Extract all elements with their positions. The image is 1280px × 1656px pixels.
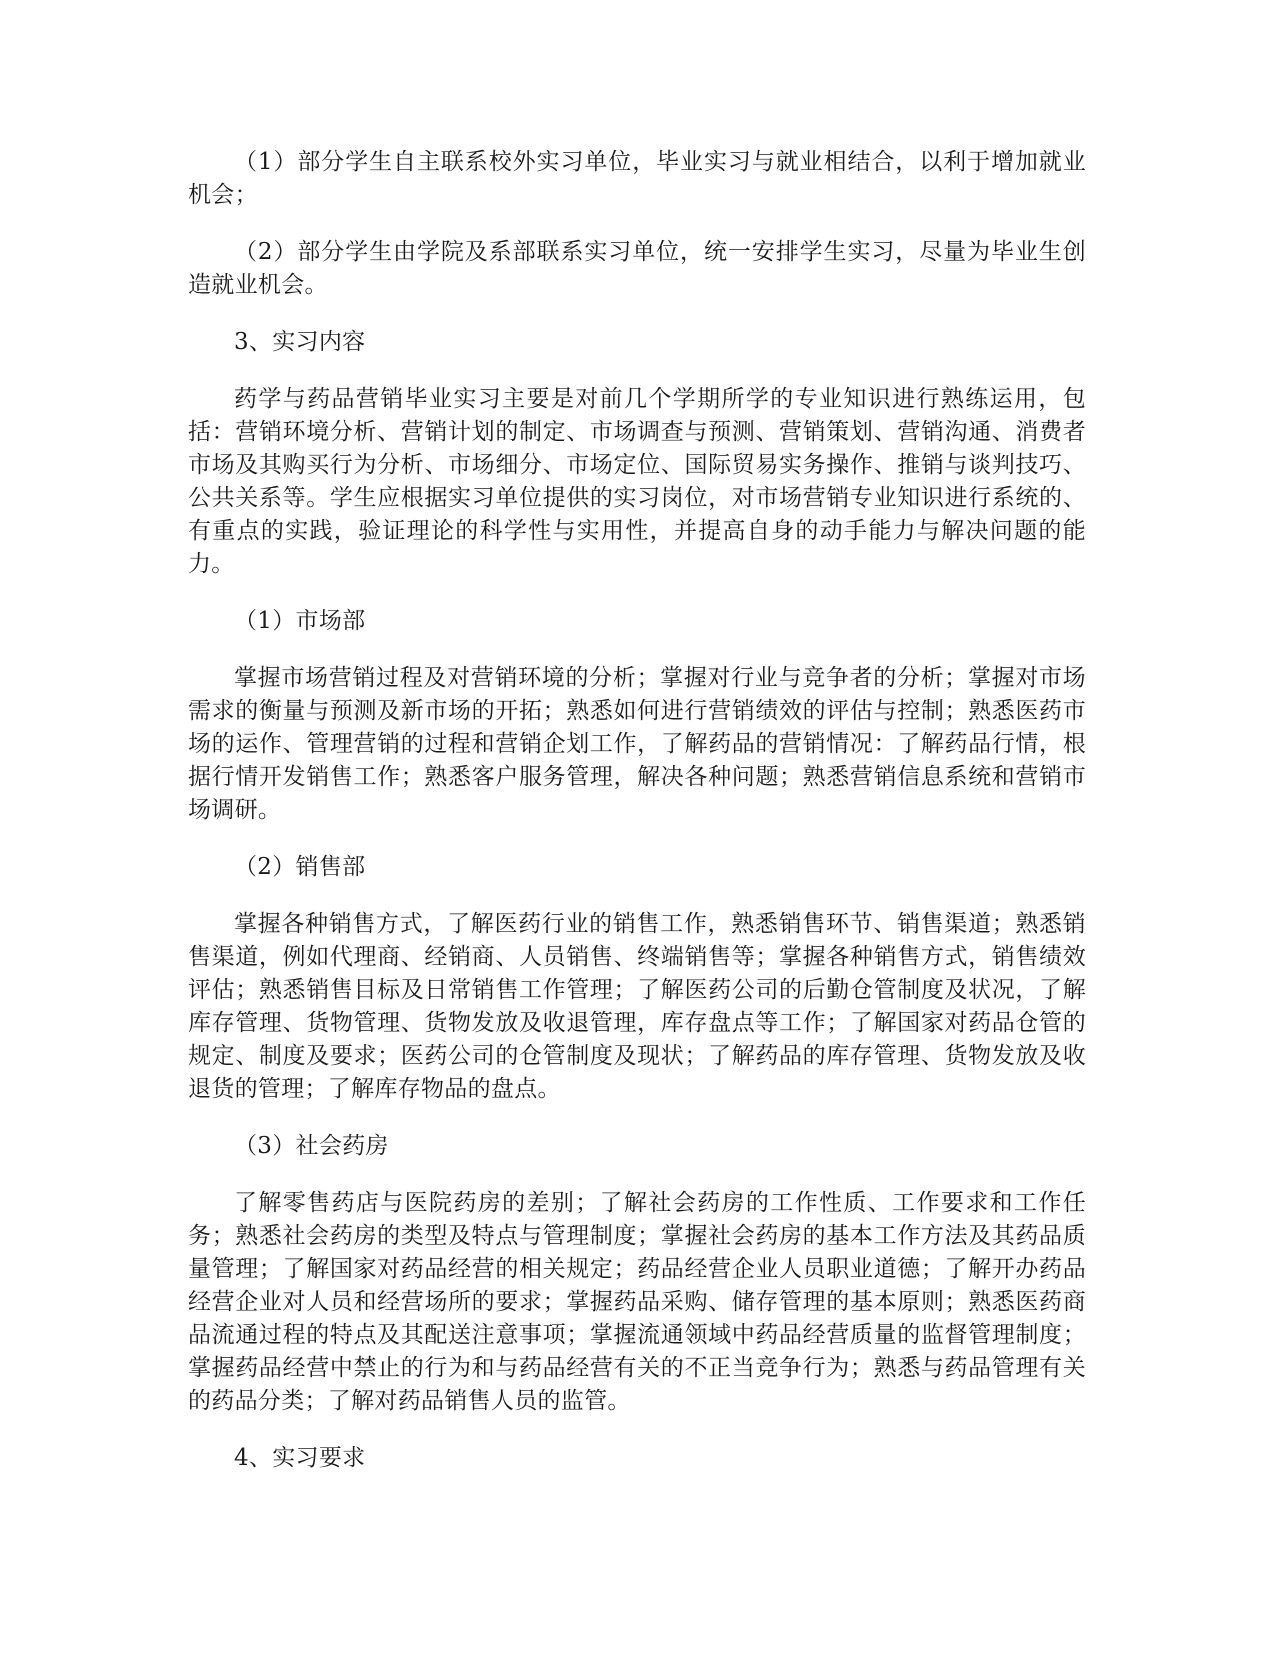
paragraph-sales-dept: 掌握各种销售方式，了解医药行业的销售工作，熟悉销售环节、销售渠道；熟悉销售渠道，例如代理商、经销商、人员销售、终端销售等；掌握各种销售方式，销售绩效评估；熟悉销售目标及日常销售工作管理；了解医药公司的后勤仓管制度及状况，了解库存管理、货物管理、货物发放及收退管理，库存盘点等工作；了解国家对药品仓管的规定、制度及要求；医药公司的仓管制度及现状；了解药品的库存管理、货物发放及收退货的管理；了解库存物品的盘点。: [188, 911, 1086, 1102]
paragraph-marketing-dept: 掌握市场营销过程及对营销环境的分析；掌握对行业与竞争者的分析；掌握对市场需求的衡量与预测及新市场的开拓；熟悉如何进行营销绩效的评估与控制；熟悉医药市场的运作、管理营销的过程和营销企划工作，了解药品的营销情况：了解药品行情，根据行情开发销售工作；熟悉客户服务管理，解决各种问题；熟悉营销信息系统和营销市场调研。: [188, 665, 1086, 823]
paragraph-option-1: （1）部分学生自主联系校外实习单位，毕业实习与就业相结合，以利于增加就业机会；: [188, 149, 1086, 208]
subheading-marketing-dept: （1）市场部: [234, 608, 366, 634]
subheading-community-pharmacy: （3）社会药房: [234, 1133, 389, 1159]
paragraph-option-2: （2）部分学生由学院及系部联系实习单位，统一安排学生实习，尽量为毕业生创造就业机会。: [188, 239, 1086, 298]
paragraph-content-overview: 药学与药品营销毕业实习主要是对前几个学期所学的专业知识进行熟练运用，包括：营销环境分析、营销计划的制定、市场调查与预测、营销策划、营销沟通、消费者市场及其购买行为分析、市场细分、市场定位、国际贸易实务操作、推销与谈判技巧、公共关系等。学生应根据实习单位提供的实习岗位，对市场营销专业知识进行系统的、有重点的实践，验证理论的科学性与实用性，并提高自身的动手能力与解决问题的能力。: [188, 386, 1086, 577]
section-heading-internship-requirements: 4、实习要求: [234, 1445, 366, 1471]
subheading-sales-dept: （2）销售部: [234, 854, 366, 880]
section-heading-internship-content: 3、实习内容: [234, 329, 366, 355]
paragraph-community-pharmacy: 了解零售药店与医院药房的差别；了解社会药房的工作性质、工作要求和工作任务；熟悉社会药房的类型及特点与管理制度；掌握社会药房的基本工作方法及其药品质量管理；了解国家对药品经营的相关规定；药品经营企业人员职业道德；了解开办药品经营企业对人员和经营场所的要求；掌握药品采购、储存管理的基本原则；熟悉医药商品流通过程的特点及其配送注意事项；掌握流通领域中药品经营质量的监督管理制度；掌握药品经营中禁止的行为和与药品经营有关的不正当竞争行为；熟悉与药品管理有关的药品分类；了解对药品销售人员的监管。: [188, 1190, 1086, 1414]
document-body: [188, 146, 1086, 1499]
